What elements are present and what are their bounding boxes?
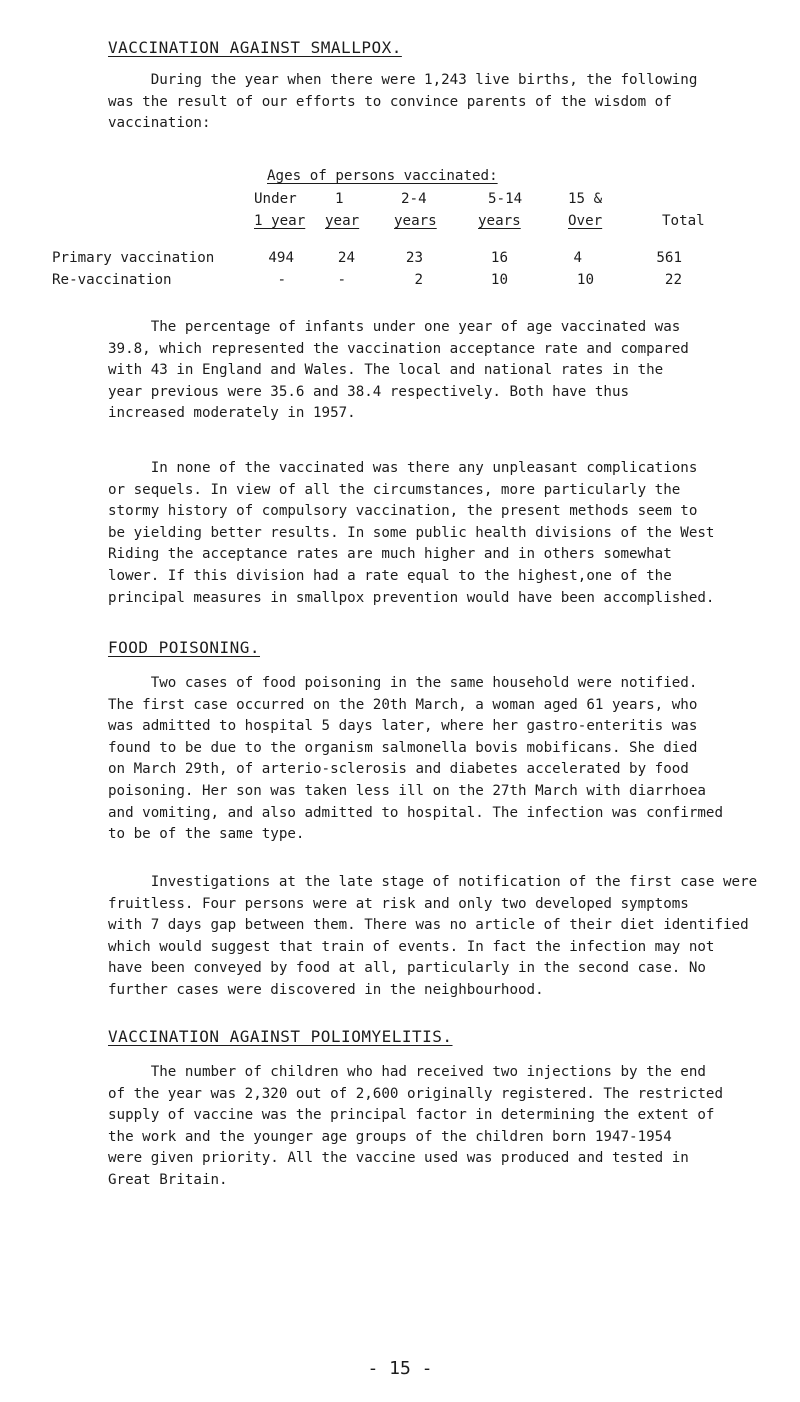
text-line: have been conveyed by food at all, particularly in the second case. No [108,960,706,977]
table-cell: 4 [573,250,582,266]
column-header-bottom: Over [568,213,603,229]
table-cell: 2 [414,272,423,288]
text-line: During the year when there were 1,243 live births, the following [108,72,698,88]
column-header-top: 2-4 [401,191,427,207]
food-poisoning-paragraph-2 [108,872,768,1002]
text-line: poisoning. Her son was taken less ill on the 27th March with diarrhoea [108,782,706,799]
text-line: to be of the same type. [108,826,305,843]
text-line: 39.8, which represented the vaccination acceptance rate and compared [108,340,689,357]
text-line: The number of children who had received two injections by the end [108,1064,706,1080]
text-line: Investigations at the late stage of notification of the first case were [108,874,758,890]
text-line: increased moderately in 1957. [108,405,356,422]
table-cell: 10 [490,272,508,288]
text-line: Two cases of food poisoning in the same household were notified. [108,675,698,691]
food-poisoning-paragraph-1 [108,673,768,846]
text-line: supply of vaccine was the principal factor in determining the extent of [108,1107,715,1124]
table-group-header: Ages of persons vaccinated: [267,168,498,184]
section-heading-smallpox: VACCINATION AGAINST SMALLPOX. [108,38,402,57]
text-line: was admitted to hospital 5 days later, where her gastro-enteritis was [108,718,698,735]
column-header-top: 5-14 [488,191,523,207]
column-header-bottom: years [394,213,437,229]
table-cell: 23 [405,250,423,266]
row-label: Primary vaccination [52,250,215,266]
text-line: found to be due to the organism salmonella bovis mobificans. She died [108,739,698,756]
text-line: Riding the acceptance rates are much higher and in others somewhat [108,546,672,563]
text-line: In none of the vaccinated was there any unpleasant complications [108,460,698,476]
table-cell: 494 [268,250,294,266]
section-heading-polio: VACCINATION AGAINST POLIOMYELITIS. [108,1027,453,1046]
text-line: with 7 days gap between them. There was no article of their diet identified [108,917,749,934]
text-line: Great Britain. [108,1171,228,1188]
section-heading-food-poisoning: FOOD POISONING. [108,638,260,657]
column-header-total: Total [662,213,705,229]
column-header-bottom: year [325,213,360,229]
text-line: and vomiting, and also admitted to hospital. The infection was confirmed [108,804,723,821]
text-line: principal measures in smallpox prevention would have been accomplished. [108,589,715,606]
column-header-bottom: years [478,213,521,229]
text-line: vaccination: [108,115,211,132]
acceptance-rate-paragraph [108,317,768,425]
table-cell: - [337,272,346,288]
table-cell: - [277,272,286,288]
text-line: with 43 in England and Wales. The local and national rates in the [108,362,664,379]
page-number: - 15 - [367,1358,433,1379]
row-label: Re-vaccination [52,272,172,288]
table-cell: 10 [576,272,594,288]
text-line: The percentage of infants under one year of age vaccinated was [108,319,681,335]
column-header-bottom: 1 year [254,213,306,229]
text-line: the work and the younger age groups of the children born 1947-1954 [108,1128,672,1145]
text-line: lower. If this division had a rate equal to the highest,one of the [108,567,672,584]
polio-paragraph [108,1062,768,1192]
table-cell: 561 [656,250,682,266]
text-line: further cases were discovered in the neighbourhood. [108,981,544,998]
table-cell: 22 [664,272,682,288]
column-header-top: 15 & [568,191,603,207]
text-line: were given priority. All the vaccine used was produced and tested in [108,1150,689,1167]
text-line: of the year was 2,320 out of 2,600 originally registered. The restricted [108,1085,723,1102]
table-cell: 16 [490,250,508,266]
text-line: or sequels. In view of all the circumstances, more particularly the [108,481,681,498]
complications-paragraph [108,458,768,609]
column-header-top: Under [254,191,297,207]
text-line: fruitless. Four persons were at risk and only two developed symptoms [108,895,689,912]
table-cell: 24 [337,250,355,266]
text-line: year previous were 35.6 and 38.4 respectively. Both have thus [108,383,630,400]
text-line: be yielding better results. In some public health divisions of the West [108,524,715,541]
text-line: was the result of our efforts to convince parents of the wisdom of [108,93,672,110]
text-line: which would suggest that train of events. In fact the infection may not [108,938,715,955]
text-line: stormy history of compulsory vaccination, the present methods seem to [108,503,698,520]
intro-paragraph [108,70,768,135]
column-header-top: 1 [335,191,344,207]
text-line: The first case occurred on the 20th March, a woman aged 61 years, who [108,696,698,713]
text-line: on March 29th, of arterio-sclerosis and diabetes accelerated by food [108,761,689,778]
